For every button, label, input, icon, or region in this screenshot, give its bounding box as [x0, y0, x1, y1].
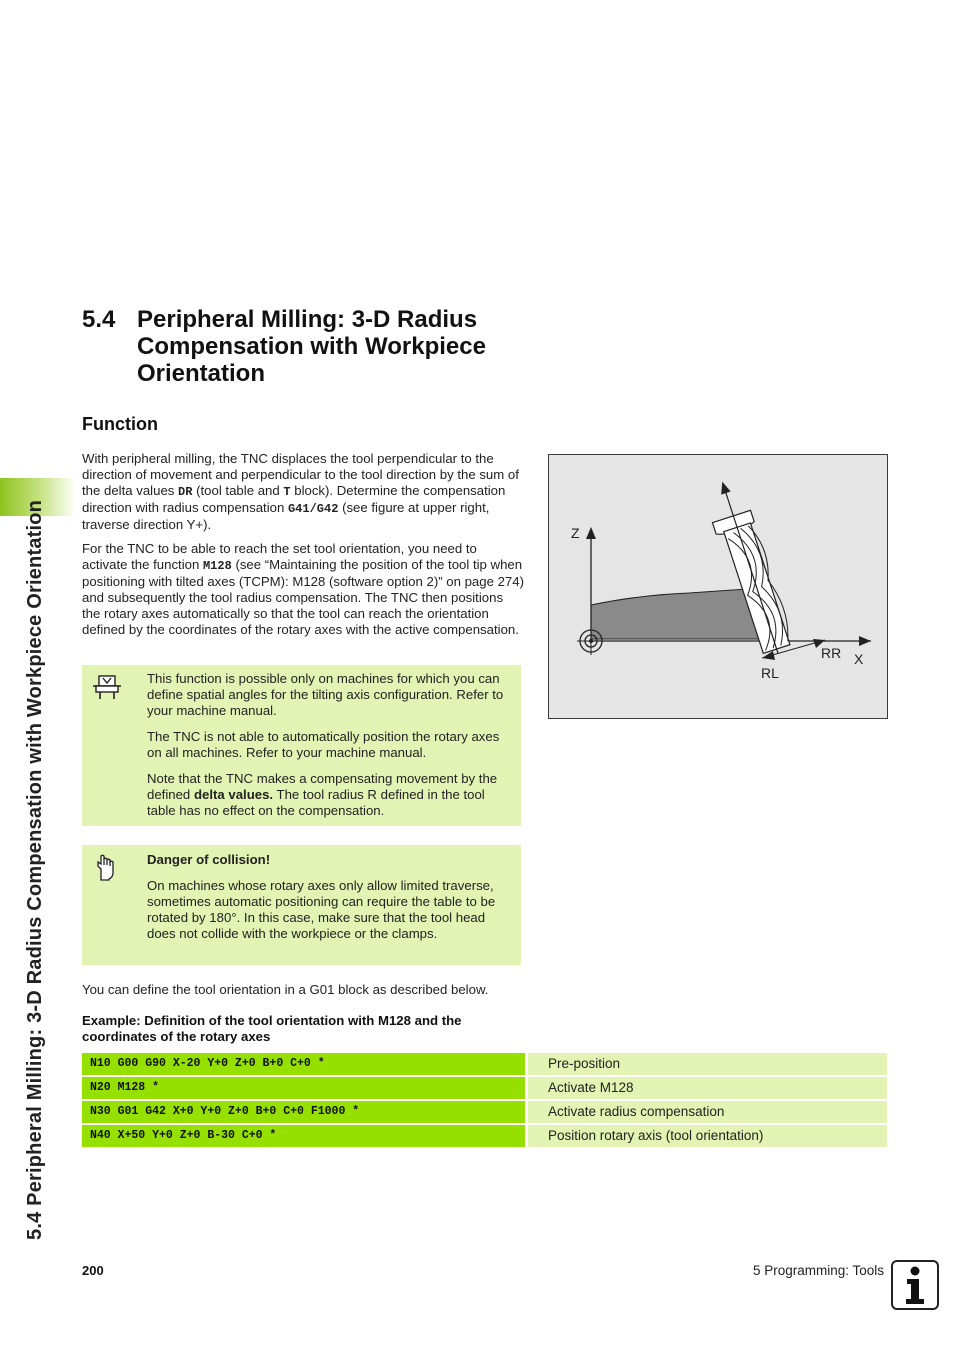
note-bold-text: delta values.: [193, 787, 274, 802]
nc-block-row: [82, 1053, 887, 1075]
paragraph-text: block). Determine the compensation direction with radius compensation: [82, 483, 506, 515]
figure-drawing: [549, 455, 887, 718]
section-heading: Function: [82, 414, 158, 434]
paragraph-peripheral-milling: [82, 451, 524, 533]
code-g41-g42: G41/G42: [287, 502, 339, 516]
nc-code: N40 X+50 Y+0 Z+0 B-30 C+0 *: [82, 1125, 525, 1147]
nc-code: N10 G00 G90 X-20 Y+0 Z+0 B+0 C+0 *: [82, 1053, 525, 1075]
code-dr: DR: [178, 485, 193, 499]
info-icon[interactable]: [891, 1260, 939, 1310]
chapter-title: Peripheral Milling: 3-D Radius Compensation with Workpiece Orientation: [137, 306, 486, 387]
side-running-title: 5.4 Peripheral Milling: 3-D Radius Compensation with Workpiece Orientation: [24, 499, 46, 1240]
machine-manual-icon: [92, 673, 122, 703]
nc-code: N20 M128 *: [82, 1077, 525, 1099]
danger-note-box: [82, 845, 521, 965]
figure-label-x: X: [854, 651, 864, 667]
code-t: T: [283, 485, 291, 499]
example-heading: Example: Definition of the tool orientation with M128 and the coordinates of the rotary axes: [82, 1013, 462, 1044]
paragraph-text: For the TNC to be able to reach the set tool orientation, you need to activate the function: [82, 541, 477, 572]
note-text: Note that the TNC makes a compensating movement by the defined: [147, 771, 498, 802]
machine-note-text: [147, 671, 512, 829]
note-line: The TNC is not able to automatically position the rotary axes on all machines. Refer to your machine manual.: [147, 729, 500, 760]
paragraph-text: With peripheral milling, the TNC displaces the tool perpendicular to the direction of movement and perpendicular to the tool direction by the sum of the delta values: [82, 451, 519, 498]
figure-label-z: Z: [571, 525, 580, 541]
pointing-hand-icon: [92, 853, 122, 883]
note-text: The tool radius R defined in the tool table has no effect on the compensation.: [147, 787, 485, 818]
nc-block-row: [82, 1077, 887, 1099]
danger-note-text: [147, 852, 512, 952]
paragraph-m128: [82, 541, 524, 638]
page-number: 200: [82, 1263, 104, 1278]
compensation-figure: [548, 454, 888, 719]
info-glyph: [893, 1262, 937, 1308]
chapter-number: 5.4: [82, 306, 116, 333]
nc-description: Activate M128: [528, 1077, 887, 1099]
nc-block-row: [82, 1101, 887, 1123]
danger-title: Danger of collision!: [147, 852, 271, 867]
paragraph-text: (see “Maintaining the position of the tool tip when positioning with tilted axes (TCPM): M128 (software option 2)” on page 274) and subsequently the tool radius compensation. The TNC then positions the rotary axes automatically so that the tool can reach the orientation defined by the coordinates of the rotary axes with the active compensation.: [82, 557, 524, 637]
code-m128: M128: [202, 559, 232, 573]
machine-note-box: [82, 665, 521, 826]
nc-block-row: [82, 1125, 887, 1147]
nc-description: Pre-position: [528, 1053, 887, 1075]
nc-description: Position rotary axis (tool orientation): [528, 1125, 887, 1147]
paragraph-text: (see figure at upper right, traverse direction Y+).: [82, 500, 490, 532]
paragraph-g01: You can define the tool orientation in a G01 block as described below.: [82, 982, 489, 997]
note-line: This function is possible only on machines for which you can define spatial angles for the tilting axis configuration. Refer to your machine manual.: [147, 671, 504, 718]
danger-text: On machines whose rotary axes only allow limited traverse, sometimes automatic positioning can require the table to be rotated by 180°. In this case, make sure that the tool head does not collide with the workpiece or the clamps.: [147, 878, 496, 941]
footer-chapter-label: 5 Programming: Tools: [752, 1263, 884, 1278]
figure-label-rr: RR: [821, 645, 842, 661]
nc-code: N30 G01 G42 X+0 Y+0 Z+0 B+0 C+0 F1000 *: [82, 1101, 525, 1123]
figure-label-rl: RL: [761, 665, 779, 681]
nc-description: Activate radius compensation: [528, 1101, 887, 1123]
note-line: [147, 771, 512, 819]
paragraph-text: (tool table and: [192, 483, 284, 498]
